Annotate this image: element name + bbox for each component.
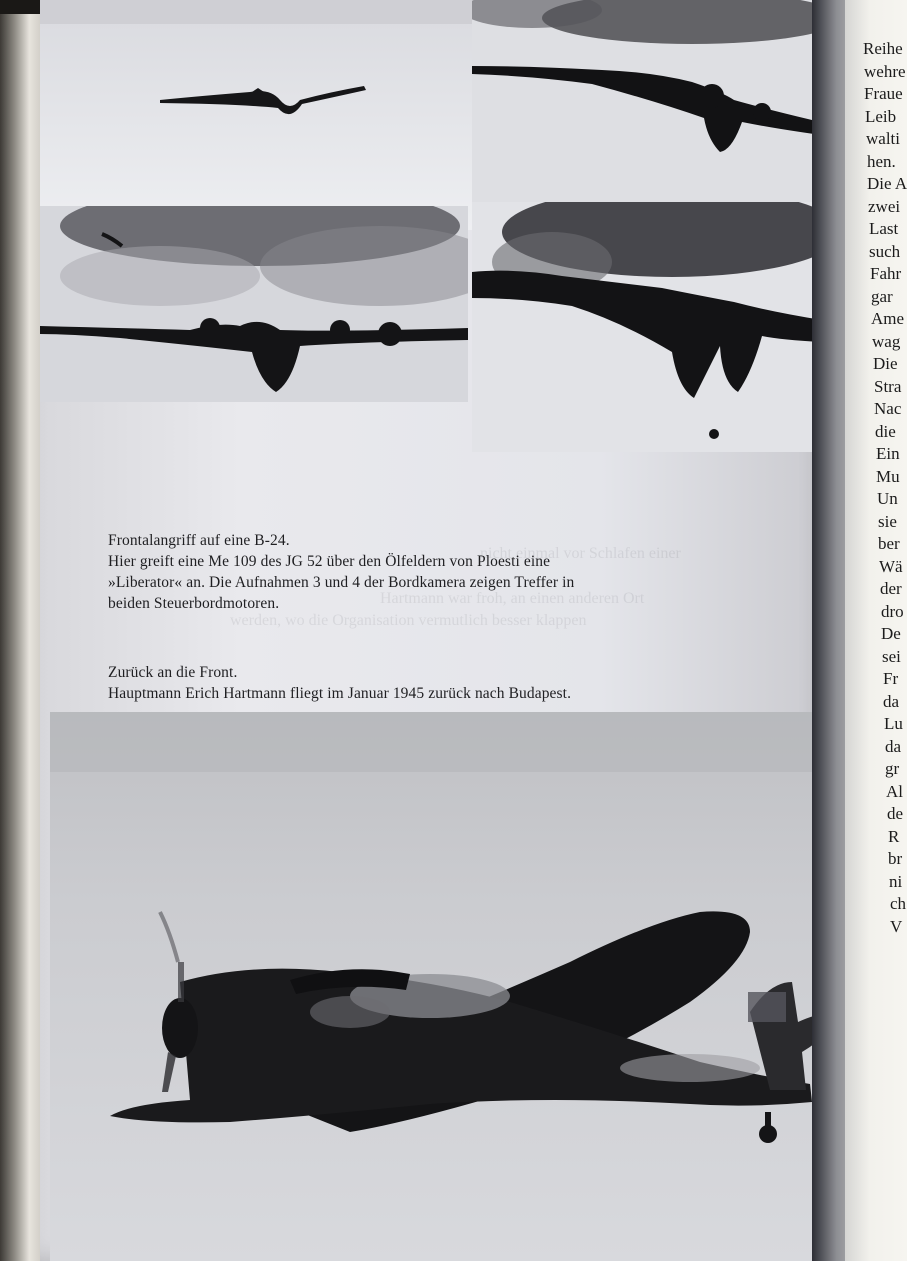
caption-line: Zurück an die Front. [108,664,238,681]
facing-page-line: Die A [867,174,907,193]
facing-page-line: ch [890,894,907,913]
facing-page-line: gr [885,759,900,778]
caption-line: »Liberator« an. Die Aufnahmen 3 und 4 der Bordkamera zeigen Treffer in [108,574,575,591]
caption-line: beiden Steuerbordmotoren. [108,595,280,612]
facing-page-line: die [875,421,896,441]
facing-page-line: Stra [874,376,902,396]
facing-page-line: De [881,624,901,643]
caption-line: Hauptmann Erich Hartmann fliegt im Januar 1945 zurück nach Budapest. [108,685,572,702]
facing-page-line: Ame [871,309,905,328]
facing-page-line: zwei [868,196,901,216]
facing-page-line: sie [878,511,897,531]
gun-camera-photo-1 [40,0,472,230]
facing-page-line: Nac [874,399,902,418]
binding-shadow [0,0,40,14]
bleed-through-text: Hartmann war froh, an einen anderen Ort [380,590,645,607]
facing-page [845,0,907,1261]
caption-line: Hier greift eine Me 109 des JG 52 über den Ölfeldern von Ploesti eine [108,553,551,570]
facing-page-line: Reihe [863,39,903,58]
book-page [40,0,840,1261]
facing-page-line: sei [882,646,901,666]
facing-page-line: Fahr [870,264,902,283]
bleed-through-text: nicht einmal vor Schlafen einer [480,545,681,562]
facing-page-line: gar [871,286,893,306]
previous-page-edge [0,0,42,1261]
caption-frontal-attack [108,530,574,614]
caption-back-to-front [108,662,571,704]
facing-page-line: der [880,579,902,598]
facing-page-line: Leib [865,106,897,126]
caption-line: Frontalangriff auf eine B-24. [108,532,290,549]
facing-page-line: Fr [883,669,899,688]
facing-page-line: dro [881,601,904,621]
bleed-through-text: werden, wo die Organisation vermutlich besser klappen [230,612,587,629]
facing-page-line: Lu [884,714,903,733]
facing-page-line: R [888,826,900,846]
gun-camera-photo-4 [472,202,822,452]
facing-page-line: V [890,916,903,936]
gun-camera-photo-2 [472,0,817,222]
facing-page-line: hen. [867,151,896,171]
facing-page-line: Un [877,489,898,508]
me109-flight-photo [50,712,840,1261]
facing-page-line: ber [878,534,900,553]
facing-page-line: Mu [876,466,900,486]
facing-page-line: wag [872,331,901,351]
facing-page-line: br [888,849,903,868]
facing-page-text [863,38,907,938]
facing-page-line: Wä [879,556,903,576]
facing-page-line: Last [869,219,899,238]
facing-page-line: da [883,691,900,711]
facing-page-line: wehre [864,61,906,81]
gun-camera-photo-3 [40,206,468,402]
facing-page-line: walti [866,129,900,148]
facing-page-line: Die [873,354,898,373]
facing-page-line: da [885,736,902,756]
facing-page-line: Fraue [864,84,903,103]
facing-page-line: such [869,241,901,261]
facing-page-line: ni [889,871,903,891]
facing-page-line: Al [886,781,903,801]
facing-page-line: Ein [876,444,900,463]
facing-page-line: de [887,804,904,823]
